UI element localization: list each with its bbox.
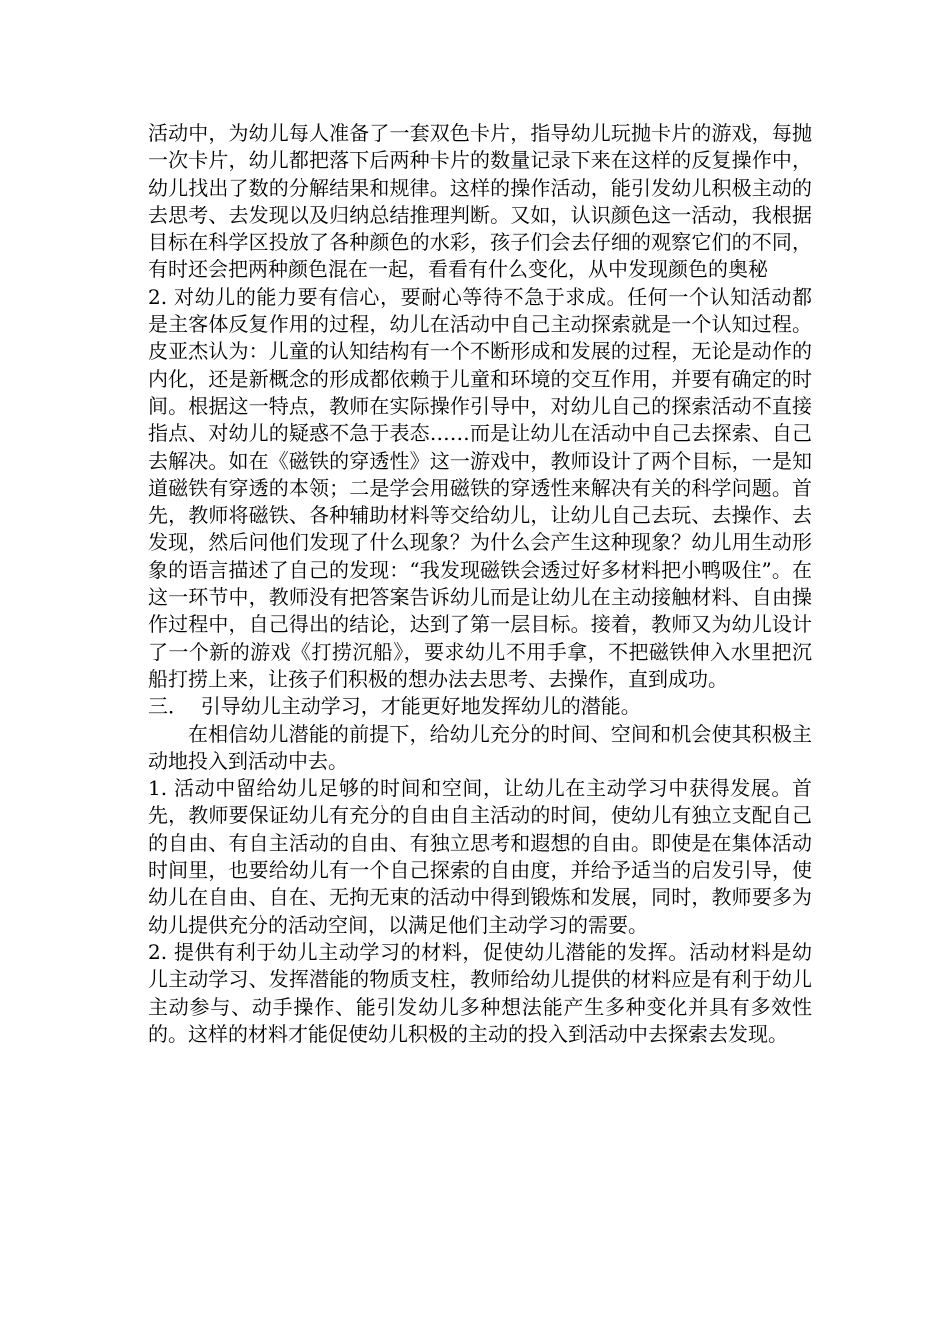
body-text [148,120,812,1048]
paragraph-point-2b: 2. 提供有利于幼儿主动学习的材料，促使幼儿潜能的发挥。活动材料是幼儿主动学习、发挥潜能的物质支柱，教师给幼儿提供的材料应是有利于幼儿主动参与、动手操作、能引发幼儿多种想法能产生多种变化并具有多效性的。这样的材料才能促使幼儿积极的主动的投入到活动中去探索去发现。 [148,939,812,1046]
paragraph-point-1: 1. 活动中留给幼儿足够的时间和空间，让幼儿在主动学习中获得发展。首先，教师要保证幼儿有充分的自由自主活动的时间，使幼儿有独立支配自己的自由、有自主活动的自由、有独立思考和遐想的自由。即使是在集体活动时间里，也要给幼儿有一个自己探索的自由度，并给予适当的启发引导，使幼儿在自由、自在、无拘无束的活动中得到锻炼和发展，同时，教师要多为幼儿提供充分的活动空间，以满足他们主动学习的需要。 [148,776,812,937]
paragraph-section-intro: 在相信幼儿潜能的前提下，给幼儿充分的时间、空间和机会使其积极主动地投入到活动中去。 [148,721,812,773]
paragraph-point-2: 2. 对幼儿的能力要有信心，要耐心等待不急于求成。任何一个认知活动都是主客体反复作用的过程，幼儿在活动中自己主动探索就是一个认知过程。皮亚杰认为：儿童的认知结构有一个不断形成和发展的过程，无论是动作的内化，还是新概念的形成都依赖于儿童和环境的交互作用，并要有确定的时间。根据这一特点，教师在实际操作引导中，对幼儿自己的探索活动不直接指点、对幼儿的疑惑不急于表态……而是让幼儿在活动中自己去探索、自己去解决。如在《磁铁的穿透性》这一游戏中，教师设计了两个目标，一是知道磁铁有穿透的本领；二是学会用磁铁的穿透性来解决有关的科学问题。首先，教师将磁铁、各种辅助材料等交给幼儿，让幼儿自己去玩、去操作、去发现，然后问他们发现了什么现象？为什么会产生这种现象？幼儿用生动形象的语言描述了自己的发现：“我发现磁铁会透过好多材料把小鸭吸住”。在这一环节中，教师没有把答案告诉幼儿而是让幼儿在主动接触材料、自由操作过程中，自己得出的结论，达到了第一层目标。接着，教师又为幼儿设计了一个新的游戏《打捞沉船》，要求幼儿不用手拿，不把磁铁伸入水里把沉船打捞上来，让孩子们积极的想办法去思考、去操作，直到成功。 [148,284,812,691]
paragraph-continuation: 活动中，为幼儿每人准备了一套双色卡片，指导幼儿玩抛卡片的游戏，每抛一次卡片，幼儿都把落下后两种卡片的数量记录下来在这样的反复操作中，幼儿找出了数的分解结果和规律。这样的操作活动，能引发幼儿积极主动的去思考、去发现以及归纳总结推理判断。又如，认识颜色这一活动，我根据目标在科学区投放了各种颜色的水彩，孩子们会去仔细的观察它们的不同，有时还会把两种颜色混在一起，看看有什么变化，从中发现颜色的奥秘 [148,121,812,282]
section-heading-3: 三． 引导幼儿主动学习，才能更好地发挥幼儿的潜能。 [148,694,641,719]
